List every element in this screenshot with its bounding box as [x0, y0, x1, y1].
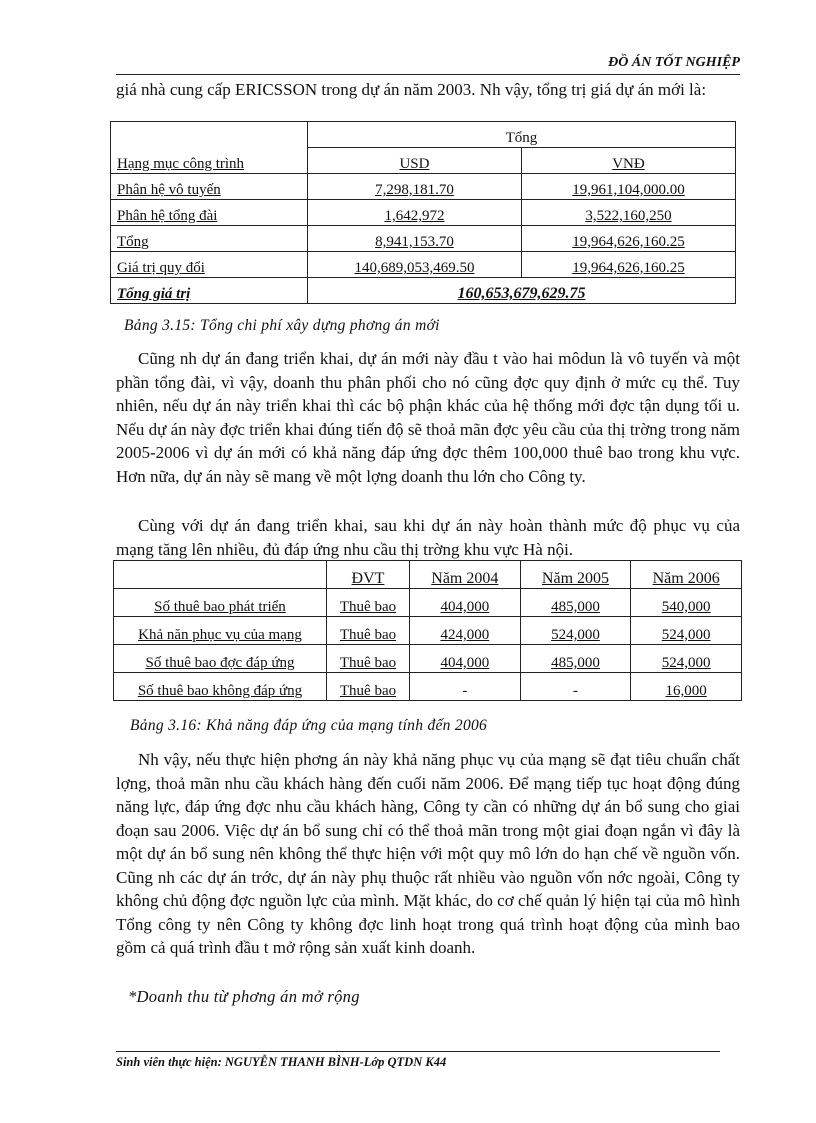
- table-row: [111, 226, 736, 252]
- group-header-total: Tổng: [307, 122, 735, 148]
- col-header-2004: Năm 2004: [410, 561, 521, 589]
- page-header: [116, 54, 740, 75]
- row-unit: Thuê bao: [327, 673, 410, 701]
- paragraph-2: Cùng với dự án đang triển khai, sau khi dự án này hoàn thành mức độ phục vụ của mạng tăng lên nhiều, đủ đáp ứng nhu cầu thị trờng khu vực Hà nội.: [116, 516, 740, 559]
- row-item: Tổng: [111, 226, 308, 252]
- table-row: [111, 200, 736, 226]
- row-unit: Thuê bao: [327, 589, 410, 617]
- table-row: [114, 589, 742, 617]
- row-2005: 485,000: [520, 645, 631, 673]
- row-vnd: 19,964,626,160.25: [521, 252, 735, 278]
- row-label: Khả năn phục vụ của mạng: [114, 617, 327, 645]
- row-vnd: 19,964,626,160.25: [521, 226, 735, 252]
- row-usd: 140,689,053,469.50: [307, 252, 521, 278]
- row-label: Số thuê bao không đáp ứng: [114, 673, 327, 701]
- col-header-usd: USD: [307, 148, 521, 174]
- row-vnd: 3,522,160,250: [521, 200, 735, 226]
- total-label: Tổng giá trị: [111, 278, 308, 304]
- total-value: 160,653,679,629.75: [307, 278, 735, 304]
- header-row: [114, 561, 742, 589]
- paragraph-1: Cũng nh dự án đang triển khai, dự án mới này đầu t vào hai môdun là vô tuyến và một phần tổng đài, vì vậy, doanh thu phân phối cho nó cũng đợc quy định ở mức cụ thể. Tuy nhiên, nếu dự án này triển khai thì các bộ phận khác của hệ thống mới đợc tận dụng tối u. Nếu dự án này đợc triển khai đúng tiến độ sẽ thoả mãn đợc yêu cầu của thị trờng trong năm 2005-2006 vì dự án mới có khả năng đáp ứng đợc thêm 100,000 thuê bao trong khu vực. Hơn nữa, dự án này sẽ mang về một lợng doanh thu lớn cho Công ty.: [116, 349, 740, 486]
- col-header-2005: Năm 2005: [520, 561, 631, 589]
- intro-paragraph: giá nhà cung cấp ERICSSON trong dự án năm 2003. Nh vậy, tổng trị giá dự án mới là:: [116, 80, 707, 99]
- col-header-unit: ĐVT: [327, 561, 410, 589]
- row-label: Số thuê bao đợc đáp ứng: [114, 645, 327, 673]
- table-row: [114, 673, 742, 701]
- row-2005: 485,000: [520, 589, 631, 617]
- table2-caption: Bảng 3.16: Khả năng đáp ứng của mạng tính đến 2006: [130, 717, 488, 734]
- table-row: [111, 252, 736, 278]
- table-row: [114, 617, 742, 645]
- table-row: [114, 645, 742, 673]
- header-title: ĐỒ ÁN TỐT NGHIỆP: [608, 55, 740, 70]
- page-footer: Sinh viên thực hiện: NGUYỄN THANH BÌNH-Lớp QTDN K44: [116, 1051, 720, 1070]
- col-header-2006: Năm 2006: [631, 561, 742, 589]
- table1-caption: Bảng 3.15: Tổng chi phí xây dựng phơng án mới: [124, 317, 440, 334]
- row-2004: -: [410, 673, 521, 701]
- col-header-blank: [114, 561, 327, 589]
- row-unit: Thuê bao: [327, 617, 410, 645]
- row-2006: 524,000: [631, 645, 742, 673]
- row-2006: 524,000: [631, 617, 742, 645]
- row-label: Số thuê bao phát triển: [114, 589, 327, 617]
- row-item: Phân hệ vô tuyến: [111, 174, 308, 200]
- capacity-table: [113, 560, 742, 701]
- row-2005: 524,000: [520, 617, 631, 645]
- row-vnd: 19,961,104,000.00: [521, 174, 735, 200]
- total-row: [111, 278, 736, 304]
- paragraph-3: Nh vậy, nếu thực hiện phơng án này khả năng phục vụ của mạng sẽ đạt tiêu chuẩn chất lợng, thoả mãn nhu cầu khách hàng đến cuối năm 2006. Để mạng tiếp tục hoạt động đúng năng lực, đáp ứng đợc nhu cầu khách hàng, Công ty cần có những dự án bổ sung cho giai đoạn sau 2006. Việc dự án bổ sung chỉ có thể thoả mãn trong một giai đoạn ngắn vì đây là một dự án bổ sung nên không thể thực hiện với một quy mô lớn do hạn chế về nguồn vốn. Cũng nh các dự án trớc, dự án này phụ thuộc rất nhiều vào nguồn vốn nớc ngoài, Công ty không chủ động đợc nguồn lực của mình. Mặt khác, do cơ chế quản lý hiện tại của mô hình Tổng công ty nên Công ty không đợc linh hoạt trong quá trình hoạt động của mình bao gồm cả quá trình đầu t mở rộng sản xuất kinh doanh.: [116, 750, 740, 957]
- col-header-item: Hạng mục công trình: [111, 122, 308, 174]
- col-header-vnd: VNĐ: [521, 148, 735, 174]
- cost-table: [110, 121, 736, 304]
- row-item: Giá trị quy đổi: [111, 252, 308, 278]
- table-row: [111, 174, 736, 200]
- section-subheading: *Doanh thu từ phơng án mở rộng: [128, 987, 360, 1006]
- row-2006: 16,000: [631, 673, 742, 701]
- row-2004: 424,000: [410, 617, 521, 645]
- row-2005: -: [520, 673, 631, 701]
- row-usd: 7,298,181.70: [307, 174, 521, 200]
- row-usd: 8,941,153.70: [307, 226, 521, 252]
- row-item: Phân hệ tổng đài: [111, 200, 308, 226]
- row-2004: 404,000: [410, 645, 521, 673]
- row-unit: Thuê bao: [327, 645, 410, 673]
- row-2006: 540,000: [631, 589, 742, 617]
- row-usd: 1,642,972: [307, 200, 521, 226]
- row-2004: 404,000: [410, 589, 521, 617]
